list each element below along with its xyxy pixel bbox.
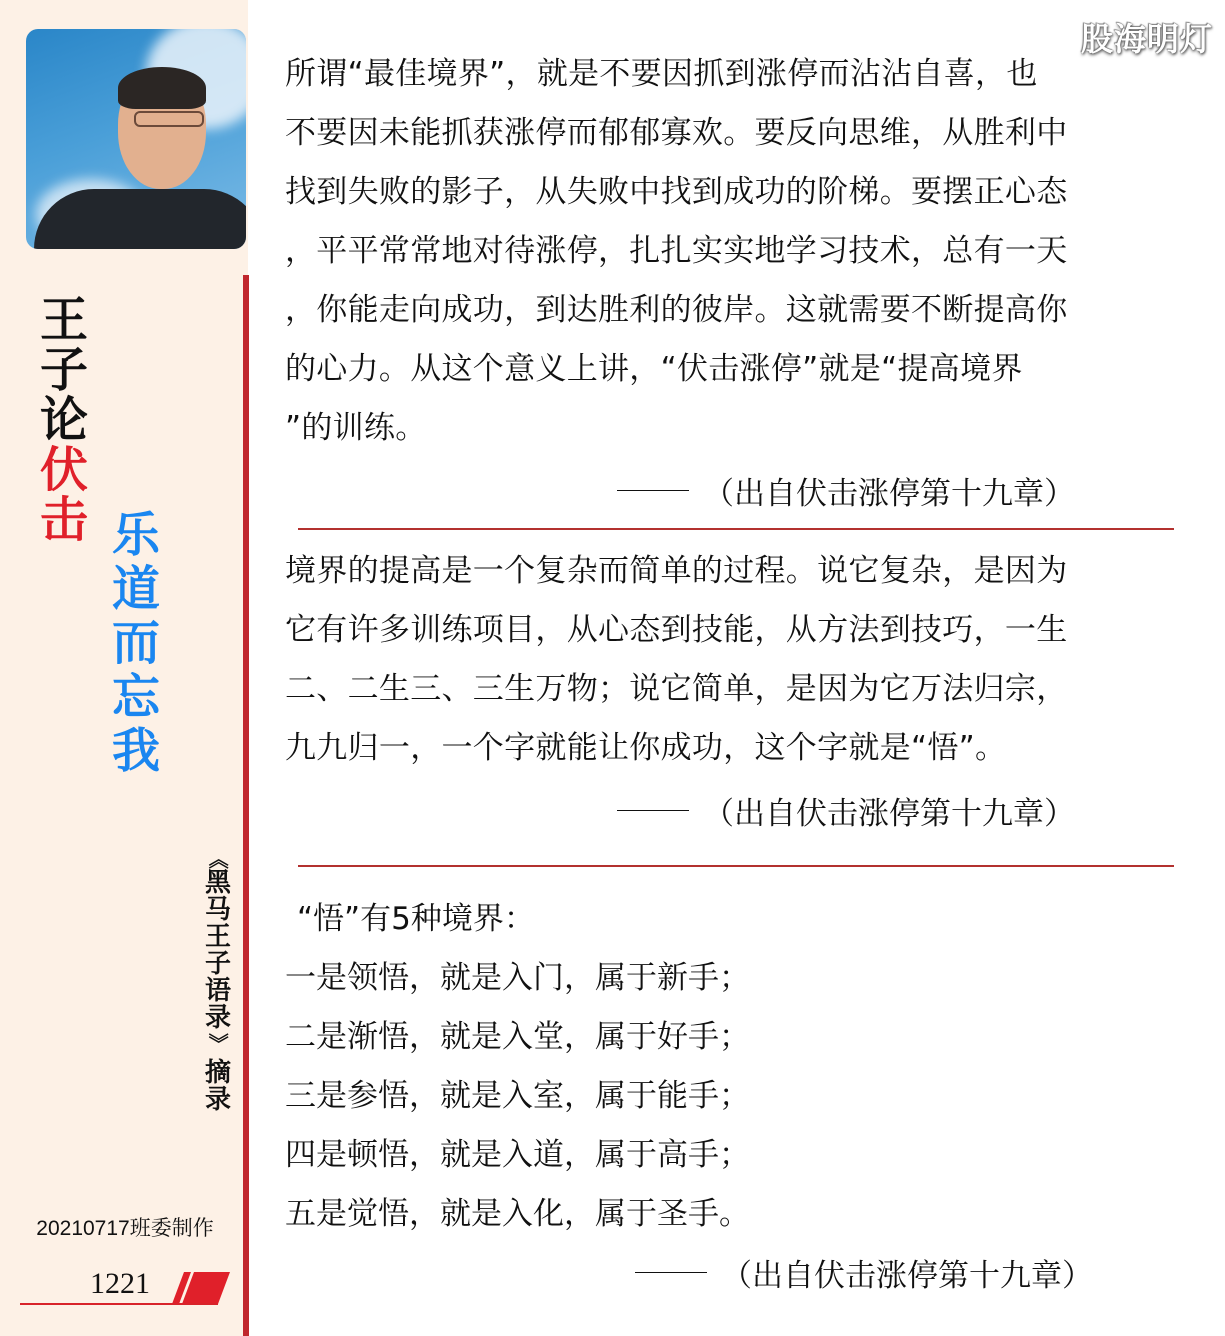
- section-3-list: [285, 890, 1190, 1244]
- portrait-glasses-shape: [134, 111, 204, 127]
- watermark-logo: 股海明灯: [1080, 20, 1213, 58]
- text-line: ，你能走向成功，到达胜利的彼岸。这就需要不断提高你: [285, 292, 1068, 328]
- section-2-paragraph: [285, 542, 1190, 778]
- list-item: 二是渐悟，就是入堂，属于好手；: [285, 1019, 750, 1055]
- section-1-paragraph: [285, 45, 1190, 458]
- text-line: 它有许多训练项目，从心态到技能，从方法到技巧，一生: [285, 612, 1068, 648]
- section-2-attribution: [617, 788, 1075, 833]
- text-line: 不要因未能抓获涨停而郁郁寡欢。要反向思维，从胜利中: [285, 115, 1068, 151]
- portrait-hair-shape: [118, 67, 206, 109]
- section-3-attribution: [635, 1250, 1093, 1295]
- text-line: ”的训练。: [285, 410, 427, 446]
- title-char: 论: [39, 392, 88, 448]
- subtitle-char: 我: [111, 723, 160, 779]
- em-dash-rule: [617, 490, 689, 492]
- source-char: 语: [204, 976, 231, 1006]
- vertical-source-credit: [198, 848, 238, 1114]
- close-book-bracket: 》: [206, 1033, 230, 1053]
- source-char: 黑: [204, 868, 231, 898]
- author-portrait: [26, 29, 246, 249]
- attribution-text: （出自伏击涨停第十九章）: [703, 796, 1075, 832]
- made-by-label: 20210717班委制作: [36, 1217, 214, 1240]
- vertical-subtitle: [108, 508, 164, 778]
- list-heading: “悟”有5种境界：: [297, 901, 535, 937]
- list-item: 一是领悟，就是入门，属于新手；: [285, 960, 750, 996]
- source-char: 子: [204, 949, 231, 979]
- open-book-bracket: 《: [206, 849, 230, 869]
- text-line: 境界的提高是一个复杂而简单的过程。说它复杂，是因为: [285, 553, 1068, 589]
- text-line: 九九归一，一个字就能让你成功，这个字就是“悟”。: [285, 730, 1007, 766]
- em-dash-rule: [617, 810, 689, 812]
- page-underline: [20, 1303, 218, 1305]
- em-dash-rule: [635, 1272, 707, 1274]
- sidebar: [0, 0, 248, 1336]
- title-char-red: 伏: [39, 442, 88, 498]
- text-line: 二、二生三、三生万物；说它简单，是因为它万法归宗，: [285, 671, 1068, 707]
- title-char: 子: [39, 342, 88, 398]
- attribution-text: （出自伏击涨停第十九章）: [721, 1258, 1093, 1294]
- page-number: 1221: [90, 1267, 150, 1300]
- title-char: 王: [39, 292, 88, 348]
- list-item: 三是参悟，就是入室，属于能手；: [285, 1078, 750, 1114]
- title-char-red: 击: [39, 492, 88, 548]
- text-line: 找到失败的影子，从失败中找到成功的阶梯。要摆正心态: [285, 174, 1068, 210]
- red-flag-icon: [172, 1272, 230, 1304]
- source-char: 王: [204, 922, 231, 952]
- portrait-body-shape: [34, 189, 246, 249]
- source-suffix-char: 摘: [204, 1058, 231, 1088]
- section-1-attribution: [617, 468, 1075, 513]
- subtitle-char: 而: [111, 615, 160, 671]
- subtitle-char: 道: [111, 561, 160, 617]
- text-line: 的心力。从这个意义上讲，“伏击涨停”就是“提高境界: [285, 351, 1023, 387]
- section-divider: [298, 865, 1174, 867]
- source-char: 录: [204, 1003, 231, 1033]
- source-char: 马: [204, 895, 231, 925]
- text-line: ，平平常常地对待涨停，扎扎实实地学习技术，总有一天: [285, 233, 1068, 269]
- vertical-title: [36, 292, 92, 548]
- section-divider: [298, 528, 1174, 530]
- subtitle-char: 乐: [111, 507, 160, 563]
- list-item: 四是顿悟，就是入道，属于高手；: [285, 1137, 750, 1173]
- source-suffix-char: 录: [204, 1085, 231, 1115]
- text-line: 所谓“最佳境界”，就是不要因抓到涨停而沾沾自喜，也: [285, 56, 1038, 92]
- list-item: 五是觉悟，就是入化，属于圣手。: [285, 1196, 750, 1232]
- subtitle-char: 忘: [111, 669, 160, 725]
- sidebar-red-rule: [243, 275, 249, 1336]
- attribution-text: （出自伏击涨停第十九章）: [703, 476, 1075, 512]
